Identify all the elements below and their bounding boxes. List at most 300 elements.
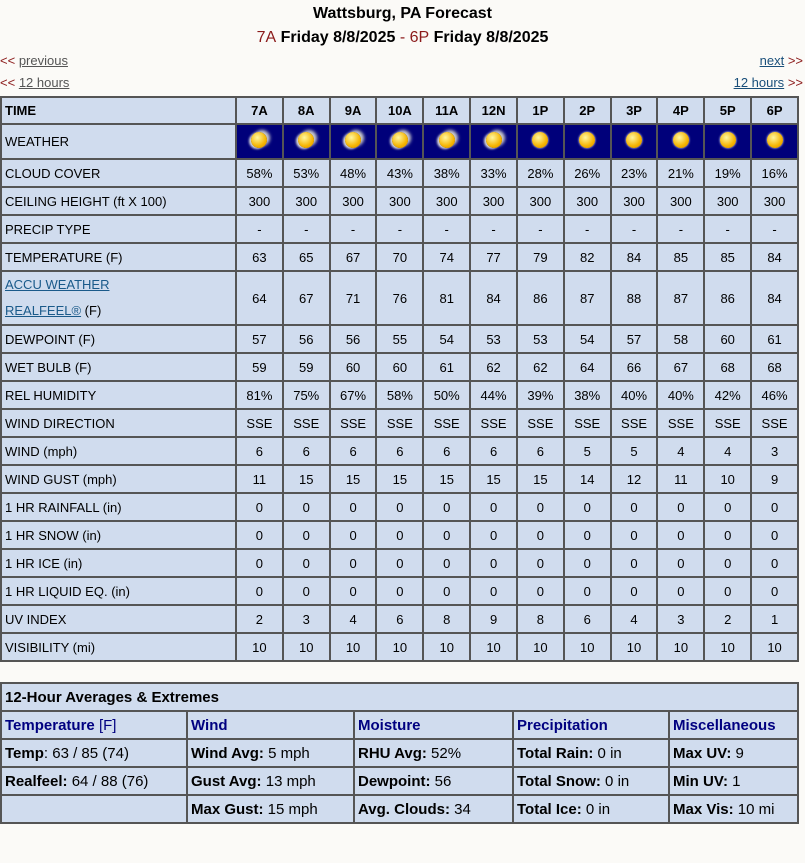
row-label: TEMPERATURE (F) — [1, 243, 236, 271]
value-cell: 4 — [611, 605, 658, 633]
value-cell: 0 — [376, 493, 423, 521]
value-cell: SSE — [283, 409, 330, 437]
summary-cell — [187, 767, 354, 795]
value-cell: 39% — [517, 381, 564, 409]
value-cell: 62 — [517, 353, 564, 381]
value-cell: - — [283, 215, 330, 243]
value-cell: 84 — [611, 243, 658, 271]
value-cell: 0 — [330, 577, 377, 605]
value-cell: 77 — [470, 243, 517, 271]
hours-nav — [0, 72, 805, 94]
value-cell: 15 — [517, 465, 564, 493]
table-row — [1, 437, 798, 465]
value-cell: 0 — [423, 549, 470, 577]
summary-cell — [1, 739, 187, 767]
value-cell: 0 — [470, 493, 517, 521]
value-cell: 57 — [611, 325, 658, 353]
summary-key: Realfeel: — [5, 772, 68, 790]
value-cell: - — [236, 215, 283, 243]
value-cell: 0 — [611, 521, 658, 549]
value-cell: 0 — [423, 493, 470, 521]
row-label: REL HUMIDITY — [1, 381, 236, 409]
weather-cell — [423, 124, 470, 159]
misc-header: Miscellaneous — [669, 711, 798, 739]
summary-value: 52% — [426, 744, 462, 762]
value-cell: 6 — [236, 437, 283, 465]
table-row — [1, 549, 798, 577]
table-row — [1, 409, 798, 437]
value-cell: 0 — [376, 577, 423, 605]
value-cell: 15 — [423, 465, 470, 493]
table-row — [1, 215, 798, 243]
value-cell: 87 — [564, 271, 611, 325]
value-cell: 0 — [657, 521, 704, 549]
summary-cell — [513, 767, 669, 795]
value-cell: 2 — [704, 605, 751, 633]
value-cell: - — [564, 215, 611, 243]
next-link[interactable]: next — [759, 53, 785, 68]
value-cell: 82 — [564, 243, 611, 271]
value-cell: 81% — [236, 381, 283, 409]
value-cell: SSE — [330, 409, 377, 437]
summary-key: Min UV: — [673, 772, 728, 790]
value-cell: SSE — [564, 409, 611, 437]
value-cell: 64 — [236, 271, 283, 325]
value-cell: 46% — [751, 381, 798, 409]
value-cell: 0 — [564, 521, 611, 549]
row-label: PRECIP TYPE — [1, 215, 236, 243]
value-cell: 5 — [611, 437, 658, 465]
value-cell: 58% — [236, 159, 283, 187]
value-cell: 6 — [517, 437, 564, 465]
value-cell: 86 — [704, 271, 751, 325]
value-cell: 59 — [283, 353, 330, 381]
weather-cell — [283, 124, 330, 159]
table-row — [1, 353, 798, 381]
summary-key: Total Ice: — [517, 800, 582, 818]
value-cell: 68 — [704, 353, 751, 381]
summary-cell — [1, 767, 187, 795]
value-cell: 0 — [376, 521, 423, 549]
temperature-header — [1, 711, 187, 739]
value-cell: 10 — [330, 633, 377, 661]
row-label: CLOUD COVER — [1, 159, 236, 187]
realfeel-link[interactable]: REALFEEL® — [5, 303, 82, 318]
row-label: 1 HR ICE (in) — [1, 549, 236, 577]
value-cell: 0 — [751, 521, 798, 549]
wind-header: Wind — [187, 711, 354, 739]
value-cell: 0 — [330, 493, 377, 521]
value-cell: 64 — [564, 353, 611, 381]
value-cell: 300 — [470, 187, 517, 215]
hour-header: 3P — [611, 97, 658, 124]
weather-cell — [657, 124, 704, 159]
value-cell: 0 — [376, 549, 423, 577]
hour-header: 7A — [236, 97, 283, 124]
summary-cell — [354, 739, 513, 767]
temp-unit: [F] — [98, 716, 117, 734]
summary-key: Max UV: — [673, 744, 732, 762]
summary-key: Gust Avg: — [191, 772, 262, 790]
partly-sunny-icon — [345, 132, 361, 148]
summary-cell — [187, 795, 354, 823]
summary-row — [1, 767, 798, 795]
summary-value: 9 — [731, 744, 744, 762]
value-cell: 61 — [423, 353, 470, 381]
value-cell: 0 — [283, 521, 330, 549]
value-cell: 0 — [704, 493, 751, 521]
forward-12-hours-link[interactable]: 12 hours — [733, 75, 785, 90]
value-cell: 43% — [376, 159, 423, 187]
end-time: 6P — [409, 29, 430, 46]
partly-sunny-icon — [251, 132, 267, 148]
value-cell: 4 — [704, 437, 751, 465]
value-cell: 58 — [657, 325, 704, 353]
weather-row — [1, 124, 798, 159]
value-cell: 4 — [657, 437, 704, 465]
value-cell: 300 — [283, 187, 330, 215]
value-cell: 40% — [657, 381, 704, 409]
value-cell: 57 — [236, 325, 283, 353]
hour-header: 9A — [330, 97, 377, 124]
hour-header: 4P — [657, 97, 704, 124]
value-cell: 33% — [470, 159, 517, 187]
hour-header: 11A — [423, 97, 470, 124]
value-cell: 0 — [704, 549, 751, 577]
value-cell: 85 — [657, 243, 704, 271]
value-cell: 300 — [236, 187, 283, 215]
partly-sunny-icon — [486, 132, 502, 148]
value-cell: 6 — [564, 605, 611, 633]
table-row — [1, 605, 798, 633]
value-cell: 0 — [564, 549, 611, 577]
value-cell: - — [330, 215, 377, 243]
value-cell: 60 — [376, 353, 423, 381]
weather-cell — [330, 124, 377, 159]
value-cell: 53% — [283, 159, 330, 187]
value-cell: 16% — [751, 159, 798, 187]
row-label: WET BULB (F) — [1, 353, 236, 381]
hour-header: 5P — [704, 97, 751, 124]
value-cell: 76 — [376, 271, 423, 325]
summary-table — [0, 682, 799, 824]
value-cell: 0 — [236, 549, 283, 577]
partly-sunny-icon — [439, 132, 455, 148]
accuweather-link[interactable]: ACCU WEATHER — [5, 277, 110, 292]
value-cell: 300 — [751, 187, 798, 215]
value-cell: 15 — [283, 465, 330, 493]
summary-value: 0 in — [600, 772, 630, 790]
precipitation-header: Precipitation — [513, 711, 669, 739]
row-label: WIND (mph) — [1, 437, 236, 465]
value-cell: 10 — [470, 633, 517, 661]
value-cell: 1 — [751, 605, 798, 633]
value-cell: - — [376, 215, 423, 243]
previous-link[interactable]: previous — [18, 53, 68, 68]
value-cell: 75% — [283, 381, 330, 409]
table-row — [1, 325, 798, 353]
summary-value: 64 / 88 (76) — [67, 772, 149, 790]
value-cell: 0 — [470, 549, 517, 577]
table-row — [1, 159, 798, 187]
value-cell: 3 — [751, 437, 798, 465]
value-cell: - — [470, 215, 517, 243]
row-label: WEATHER — [1, 124, 236, 159]
hour-header: 1P — [517, 97, 564, 124]
value-cell: 10 — [564, 633, 611, 661]
value-cell: 300 — [564, 187, 611, 215]
value-cell: 40% — [611, 381, 658, 409]
value-cell: 5 — [564, 437, 611, 465]
value-cell: 0 — [423, 577, 470, 605]
value-cell: 10 — [376, 633, 423, 661]
value-cell: 68 — [751, 353, 798, 381]
summary-value: : 63 / 85 (74) — [43, 744, 129, 762]
value-cell: 0 — [751, 493, 798, 521]
value-cell: 21% — [657, 159, 704, 187]
value-cell: 15 — [376, 465, 423, 493]
value-cell: 0 — [564, 493, 611, 521]
value-cell: SSE — [376, 409, 423, 437]
hourly-forecast-table — [0, 96, 799, 662]
sunny-icon — [626, 132, 642, 148]
value-cell: SSE — [704, 409, 751, 437]
value-cell: 42% — [704, 381, 751, 409]
weather-cell — [236, 124, 283, 159]
summary-value: 5 mph — [263, 744, 310, 762]
value-cell: 14 — [564, 465, 611, 493]
value-cell: 61 — [751, 325, 798, 353]
summary-cell — [1, 795, 187, 823]
value-cell: 6 — [470, 437, 517, 465]
value-cell: 0 — [330, 521, 377, 549]
value-cell: 8 — [517, 605, 564, 633]
end-date: Friday 8/8/2025 — [433, 29, 549, 46]
value-cell: 0 — [751, 577, 798, 605]
value-cell: 88 — [611, 271, 658, 325]
value-cell: 23% — [611, 159, 658, 187]
sunny-icon — [673, 132, 689, 148]
summary-cell — [669, 795, 798, 823]
range-separator: - — [399, 29, 406, 46]
value-cell: 0 — [236, 493, 283, 521]
summary-title-row — [1, 683, 798, 711]
value-cell: 84 — [751, 271, 798, 325]
value-cell: 53 — [517, 325, 564, 353]
value-cell: 0 — [236, 577, 283, 605]
summary-header-row — [1, 711, 798, 739]
weather-cell — [376, 124, 423, 159]
value-cell: 67 — [283, 271, 330, 325]
summary-value: 0 in — [581, 800, 611, 818]
value-cell: 71 — [330, 271, 377, 325]
value-cell: 10 — [657, 633, 704, 661]
value-cell: 67 — [330, 243, 377, 271]
value-cell: 53 — [470, 325, 517, 353]
row-label: VISIBILITY (mi) — [1, 633, 236, 661]
partly-sunny-icon — [298, 132, 314, 148]
value-cell: 74 — [423, 243, 470, 271]
value-cell: 0 — [704, 577, 751, 605]
table-row — [1, 493, 798, 521]
value-cell: 56 — [330, 325, 377, 353]
forecast-header — [0, 0, 805, 50]
value-cell: 11 — [657, 465, 704, 493]
arrow-right: >> — [787, 75, 803, 90]
table-row — [1, 577, 798, 605]
value-cell: 0 — [423, 521, 470, 549]
row-label: TIME — [1, 97, 236, 124]
value-cell: 19% — [704, 159, 751, 187]
value-cell: 58% — [376, 381, 423, 409]
summary-cell — [513, 795, 669, 823]
value-cell: - — [517, 215, 564, 243]
value-cell: 59 — [236, 353, 283, 381]
value-cell: 0 — [283, 549, 330, 577]
value-cell: SSE — [517, 409, 564, 437]
value-cell: 54 — [423, 325, 470, 353]
summary-row — [1, 795, 798, 823]
summary-key: Temp — [5, 744, 44, 762]
table-row — [1, 465, 798, 493]
value-cell: 67 — [657, 353, 704, 381]
value-cell: SSE — [236, 409, 283, 437]
value-cell: 0 — [330, 549, 377, 577]
time-row — [1, 97, 798, 124]
value-cell: 26% — [564, 159, 611, 187]
row-label — [1, 271, 236, 325]
row-label: 1 HR LIQUID EQ. (in) — [1, 577, 236, 605]
value-cell: 6 — [330, 437, 377, 465]
value-cell: 0 — [657, 577, 704, 605]
value-cell: 300 — [704, 187, 751, 215]
value-cell: 0 — [751, 549, 798, 577]
weather-cell — [704, 124, 751, 159]
moisture-header: Moisture — [354, 711, 513, 739]
value-cell: 0 — [517, 549, 564, 577]
value-cell: 86 — [517, 271, 564, 325]
value-cell: 55 — [376, 325, 423, 353]
summary-value: 1 — [728, 772, 741, 790]
value-cell: - — [751, 215, 798, 243]
value-cell: 11 — [236, 465, 283, 493]
value-cell: SSE — [657, 409, 704, 437]
day-nav — [0, 50, 805, 72]
table-row — [1, 243, 798, 271]
summary-value: 15 mph — [263, 800, 318, 818]
value-cell: 300 — [517, 187, 564, 215]
summary-cell — [669, 767, 798, 795]
weather-cell — [751, 124, 798, 159]
value-cell: 79 — [517, 243, 564, 271]
value-cell: 10 — [751, 633, 798, 661]
sunny-icon — [579, 132, 595, 148]
value-cell: 70 — [376, 243, 423, 271]
value-cell: 0 — [517, 521, 564, 549]
value-cell: 0 — [657, 549, 704, 577]
value-cell: - — [611, 215, 658, 243]
value-cell: 60 — [704, 325, 751, 353]
hour-header: 10A — [376, 97, 423, 124]
value-cell: 300 — [657, 187, 704, 215]
row-label: UV INDEX — [1, 605, 236, 633]
hour-header: 8A — [283, 97, 330, 124]
value-cell: - — [657, 215, 704, 243]
hour-header: 2P — [564, 97, 611, 124]
value-cell: 54 — [564, 325, 611, 353]
weather-cell — [564, 124, 611, 159]
value-cell: 3 — [657, 605, 704, 633]
row-label: DEWPOINT (F) — [1, 325, 236, 353]
summary-key: Wind Avg: — [191, 744, 264, 762]
value-cell: 84 — [470, 271, 517, 325]
value-cell: 65 — [283, 243, 330, 271]
value-cell: 0 — [517, 577, 564, 605]
value-cell: 300 — [330, 187, 377, 215]
summary-value: 13 mph — [261, 772, 316, 790]
value-cell: 0 — [283, 493, 330, 521]
summary-cell — [669, 739, 798, 767]
summary-row — [1, 739, 798, 767]
value-cell: 0 — [611, 549, 658, 577]
sunny-icon — [767, 132, 783, 148]
value-cell: 84 — [751, 243, 798, 271]
value-cell: 6 — [423, 437, 470, 465]
value-cell: 67% — [330, 381, 377, 409]
temperature-label: Temperature — [5, 716, 95, 734]
value-cell: 60 — [330, 353, 377, 381]
value-cell: 56 — [283, 325, 330, 353]
value-cell: 15 — [330, 465, 377, 493]
summary-value: 10 mi — [733, 800, 775, 818]
value-cell: 4 — [330, 605, 377, 633]
row-label: 1 HR RAINFALL (in) — [1, 493, 236, 521]
weather-cell — [517, 124, 564, 159]
summary-value: 0 in — [593, 744, 622, 762]
hour-header: 12N — [470, 97, 517, 124]
partly-sunny-icon — [392, 132, 408, 148]
back-12-hours-link[interactable]: 12 hours — [18, 75, 70, 90]
value-cell: - — [423, 215, 470, 243]
summary-key: Max Gust: — [191, 800, 264, 818]
value-cell: 3 — [283, 605, 330, 633]
table-row — [1, 381, 798, 409]
value-cell: 63 — [236, 243, 283, 271]
summary-cell — [354, 767, 513, 795]
value-cell: 66 — [611, 353, 658, 381]
value-cell: 10 — [517, 633, 564, 661]
realfeel-row — [1, 271, 798, 325]
row-label: WIND DIRECTION — [1, 409, 236, 437]
value-cell: 9 — [751, 465, 798, 493]
sunny-icon — [720, 132, 736, 148]
summary-key: Avg. Clouds: — [358, 800, 450, 818]
unit-label: (F) — [81, 303, 102, 318]
value-cell: 81 — [423, 271, 470, 325]
arrow-right: >> — [787, 53, 803, 68]
value-cell: 0 — [564, 577, 611, 605]
value-cell: 0 — [517, 493, 564, 521]
summary-value: 34 — [449, 800, 471, 818]
row-label: CEILING HEIGHT (ft X 100) — [1, 187, 236, 215]
summary-title: 12-Hour Averages & Extremes — [1, 683, 798, 711]
value-cell: 0 — [611, 493, 658, 521]
summary-key: RHU Avg: — [358, 744, 427, 762]
value-cell: 12 — [611, 465, 658, 493]
value-cell: 0 — [236, 521, 283, 549]
weather-cell — [470, 124, 517, 159]
value-cell: 2 — [236, 605, 283, 633]
